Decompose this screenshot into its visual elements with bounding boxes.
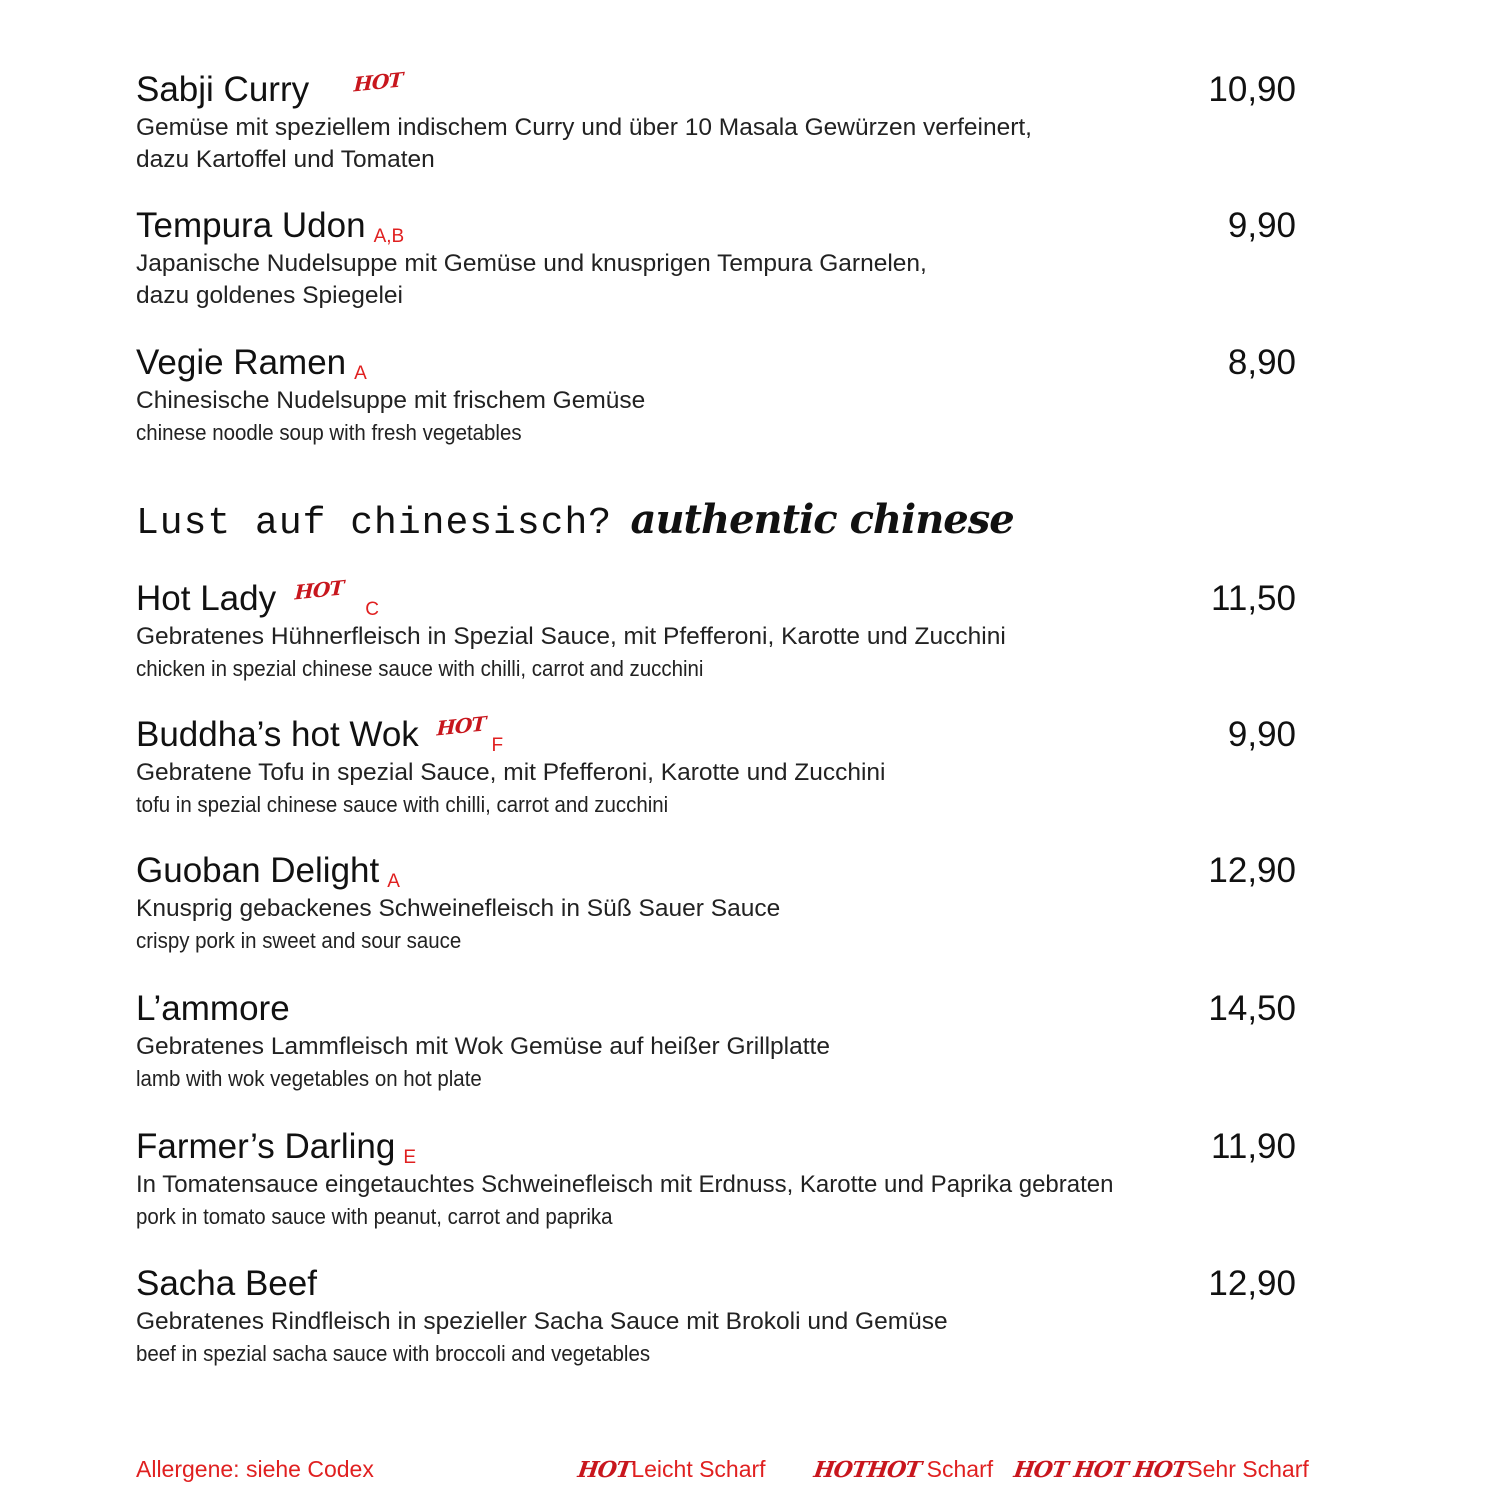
item-name: Buddha’s hot Wok xyxy=(136,715,419,754)
item-price: 9,90 xyxy=(1227,715,1296,754)
item-description-de: Gebratene Tofu in spezial Sauce, mit Pfefferoni, Karotte und Zucchini xyxy=(136,759,886,786)
menu-item-farmers-darling xyxy=(136,1125,1296,1233)
item-title-row xyxy=(136,987,1296,1031)
menu-item-vegie-ramen xyxy=(136,341,1296,449)
item-name: L’ammore xyxy=(136,989,290,1028)
item-title-row xyxy=(136,713,1296,757)
item-description-de: In Tomatensauce eingetauchtes Schweinefleisch mit Erdnuss, Karotte und Paprika gebraten xyxy=(136,1171,1114,1198)
menu-item-buddhas-hot-wok xyxy=(136,713,1296,821)
item-name: Vegie Ramen xyxy=(136,343,347,382)
item-price: 10,90 xyxy=(1208,70,1296,109)
item-description-de: Gemüse mit speziellem indischem Curry und über 10 Masala Gewürzen verfeinert, xyxy=(136,114,1032,141)
item-price: 11,90 xyxy=(1211,1127,1296,1166)
legend-label: Leicht Scharf xyxy=(631,1456,766,1482)
item-description-en: chicken in spezial chinese sauce with chilli, carrot and zucchini xyxy=(136,656,704,681)
item-title-row xyxy=(136,577,1296,621)
legend-mild xyxy=(578,1456,766,1483)
allergen-codes: C xyxy=(365,599,379,620)
item-description-de: Japanische Nudelsuppe mit Gemüse und knusprigen Tempura Garnelen, xyxy=(136,250,927,277)
item-description-de: Gebratenes Rindfleisch in spezieller Sacha Sauce mit Brokoli und Gemüse xyxy=(136,1308,948,1335)
allergen-codes: A,B xyxy=(373,226,405,247)
allergen-codes: A xyxy=(354,363,367,384)
hot-chili-icon: HOT HOT HOT xyxy=(1012,1457,1190,1483)
item-description-de: Gebratenes Hühnerfleisch in Spezial Sauce, mit Pfefferoni, Karotte und Zucchini xyxy=(136,623,1006,650)
item-description-en: chinese noodle soup with fresh vegetables xyxy=(136,420,522,445)
legend-very-hot xyxy=(1014,1456,1309,1483)
menu-item-sacha-beef xyxy=(136,1262,1296,1370)
legend-label: Scharf xyxy=(926,1456,994,1482)
item-title-row xyxy=(136,68,1296,112)
menu-item-sabji-curry xyxy=(136,68,1296,176)
section-heading xyxy=(136,496,1014,546)
item-price: 11,50 xyxy=(1211,579,1296,618)
allergen-codes: A xyxy=(387,871,400,892)
item-name: Sacha Beef xyxy=(136,1264,317,1303)
item-description-de-2: dazu goldenes Spiegelei xyxy=(136,282,403,309)
item-name: Hot Lady xyxy=(136,579,277,618)
item-description-en: tofu in spezial chinese sauce with chilli, carrot and zucchini xyxy=(136,792,669,817)
menu-item-hot-lady xyxy=(136,577,1296,685)
item-title-row xyxy=(136,341,1296,385)
hot-chili-icon: HOT xyxy=(352,67,403,97)
allergen-codes: F xyxy=(491,735,504,756)
legend-label: Sehr Scharf xyxy=(1187,1456,1309,1482)
item-title-row xyxy=(136,1262,1296,1306)
item-price: 9,90 xyxy=(1227,206,1296,245)
menu-item-lammore xyxy=(136,987,1296,1095)
item-description-en: beef in spezial sacha sauce with broccoli and vegetables xyxy=(136,1341,651,1366)
item-description-en: pork in tomato sauce with peanut, carrot and paprika xyxy=(136,1204,613,1229)
hot-chili-icon: HOT xyxy=(576,1457,634,1483)
section-title-de: Lust auf chinesisch? xyxy=(136,502,613,545)
item-name: Tempura Udon xyxy=(136,206,366,245)
hot-chili-icon: HOTHOT xyxy=(812,1457,923,1483)
item-price: 12,90 xyxy=(1208,1264,1296,1303)
item-description-en: lamb with wok vegetables on hot plate xyxy=(136,1066,482,1091)
item-name: Farmer’s Darling xyxy=(136,1127,396,1166)
allergy-note: Allergene: siehe Codex xyxy=(136,1456,374,1482)
menu-item-tempura-udon xyxy=(136,204,1296,312)
item-description-de: Chinesische Nudelsuppe mit frischem Gemüse xyxy=(136,387,646,414)
item-name: Guoban Delight xyxy=(136,851,380,890)
item-price: 12,90 xyxy=(1208,851,1296,890)
item-title-row xyxy=(136,1125,1296,1169)
item-name: Sabji Curry xyxy=(136,70,310,109)
hot-chili-icon: HOT xyxy=(436,711,487,741)
item-price: 14,50 xyxy=(1208,989,1296,1028)
footer-legend xyxy=(0,1456,1500,1490)
legend-medium xyxy=(814,1456,993,1483)
item-description-de: Knusprig gebackenes Schweinefleisch in Süß Sauer Sauce xyxy=(136,895,781,922)
section-title-en: authentic chinese xyxy=(630,496,1014,543)
allergen-codes: E xyxy=(403,1147,417,1168)
item-price: 8,90 xyxy=(1227,343,1296,382)
item-description-de-2: dazu Kartoffel und Tomaten xyxy=(136,146,435,173)
item-title-row xyxy=(136,204,1296,248)
menu-item-guoban-delight xyxy=(136,849,1296,957)
item-description-de: Gebratenes Lammfleisch mit Wok Gemüse auf heißer Grillplatte xyxy=(136,1033,830,1060)
hot-chili-icon: HOT xyxy=(293,575,344,605)
item-description-en: crispy pork in sweet and sour sauce xyxy=(136,928,462,953)
item-title-row xyxy=(136,849,1296,893)
